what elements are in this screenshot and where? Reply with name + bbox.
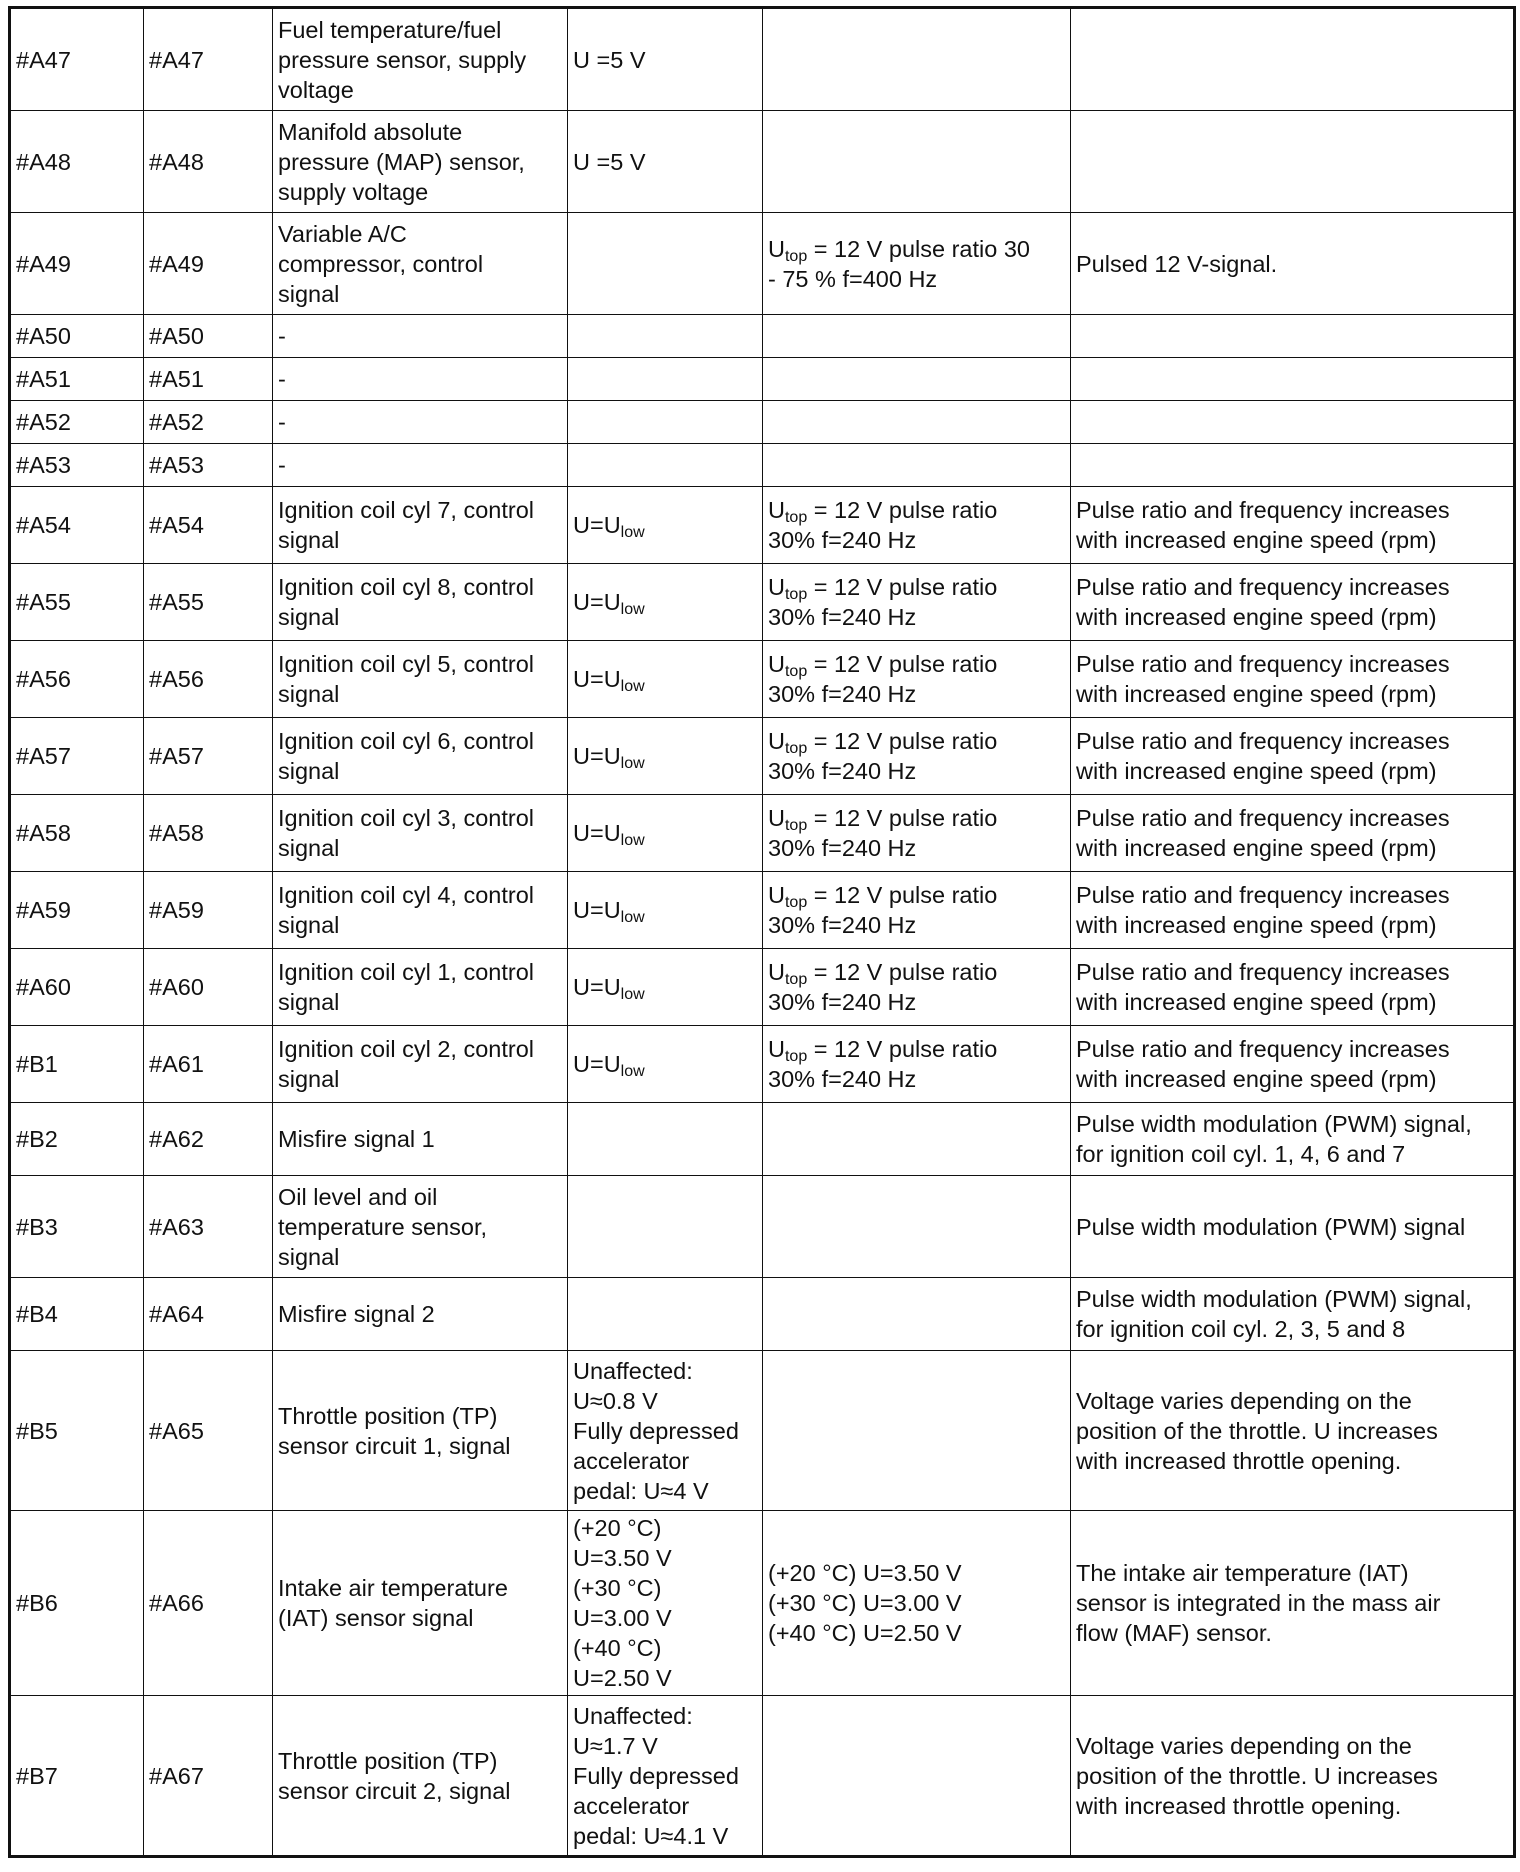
note-cell (1071, 795, 1515, 872)
subscript-text: low (620, 832, 645, 849)
pin-b-text: #A57 (149, 743, 204, 769)
pin-b-cell (144, 1278, 273, 1351)
value-cell (568, 315, 763, 358)
pin-b-text: #A67 (149, 1762, 204, 1789)
signal-text: U (768, 1036, 785, 1062)
description-cell (273, 718, 568, 795)
table-row (10, 1351, 1515, 1511)
value-text: Unaffected: U≈1.7 V Fully depressed accelerator pedal: U≈4.1 V (573, 1702, 739, 1849)
value-text: U=U (573, 1051, 621, 1077)
table-row (10, 315, 1515, 358)
value-cell (568, 564, 763, 641)
pin-b-cell (144, 111, 273, 213)
note-text: Pulse ratio and frequency increases with increased engine speed (rpm) (1076, 1036, 1450, 1092)
value-cell (568, 1351, 763, 1511)
note-text: Pulse ratio and frequency increases with increased engine speed (rpm) (1076, 805, 1450, 861)
table-row (10, 564, 1515, 641)
note-cell (1071, 1511, 1515, 1696)
signal-cell (763, 487, 1071, 564)
description-cell (273, 1026, 568, 1103)
note-cell (1071, 1103, 1515, 1176)
table-row (10, 1511, 1515, 1696)
description-text: Ignition coil cyl 6, control signal (278, 728, 535, 784)
signal-text-rest: = 12 V pulse ratio 30% f=240 Hz (768, 882, 998, 938)
subscript-text: top (784, 971, 808, 988)
signal-text-rest: = 12 V pulse ratio 30% f=240 Hz (768, 651, 998, 707)
value-cell (568, 718, 763, 795)
table-row (10, 487, 1515, 564)
subscript-text: top (784, 740, 808, 757)
description-cell (273, 315, 568, 358)
signal-text: (+20 °C) U=3.50 V (+30 °C) U=3.00 V (+40 °C) U=2.50 V (768, 1560, 962, 1646)
note-cell (1071, 8, 1515, 111)
value-cell (568, 872, 763, 949)
subscript-text: low (620, 678, 645, 695)
value-cell (568, 949, 763, 1026)
pin-b-text: #A61 (149, 1051, 204, 1077)
subscript-text: low (620, 1063, 645, 1080)
description-cell (273, 8, 568, 111)
note-text: Pulse ratio and frequency increases with increased engine speed (rpm) (1076, 959, 1450, 1015)
note-cell (1071, 1176, 1515, 1278)
description-cell (273, 358, 568, 401)
signal-cell (763, 718, 1071, 795)
pin-a-cell (10, 564, 144, 641)
pin-a-cell (10, 401, 144, 444)
description-cell (273, 401, 568, 444)
signal-cell (763, 213, 1071, 315)
pin-b-text: #A51 (149, 366, 204, 392)
value-text: U =5 V (573, 46, 646, 73)
value-text: U=U (573, 974, 621, 1000)
value-text: Unaffected: U≈0.8 V Fully depressed accelerator pedal: U≈4 V (573, 1357, 739, 1504)
pin-b-text: #A53 (149, 452, 204, 478)
signal-text: U (768, 574, 785, 600)
note-cell (1071, 111, 1515, 213)
pin-a-cell (10, 1103, 144, 1176)
value-text: U=U (573, 666, 621, 692)
signal-cell (763, 1103, 1071, 1176)
pin-b-cell (144, 949, 273, 1026)
signal-cell (763, 1026, 1071, 1103)
pin-a-text: #B7 (16, 1762, 58, 1789)
value-text: U=U (573, 512, 621, 538)
description-text: Manifold absolute pressure (MAP) sensor, supply voltage (278, 118, 525, 205)
description-text: Oil level and oil temperature sensor, signal (278, 1183, 487, 1270)
signal-text-rest: = 12 V pulse ratio 30% f=240 Hz (768, 959, 998, 1015)
pin-b-text: #A54 (149, 512, 204, 538)
pin-b-cell (144, 718, 273, 795)
note-cell (1071, 358, 1515, 401)
description-cell (273, 1511, 568, 1696)
description-text: - (278, 409, 286, 435)
pin-a-cell (10, 1176, 144, 1278)
pin-a-text: #B1 (16, 1051, 58, 1077)
value-cell (568, 487, 763, 564)
pin-a-text: #A60 (16, 974, 71, 1000)
pin-b-text: #A66 (149, 1590, 204, 1616)
signal-cell (763, 1511, 1071, 1696)
description-cell (273, 487, 568, 564)
signal-cell (763, 358, 1071, 401)
signal-cell (763, 1278, 1071, 1351)
pin-a-cell (10, 111, 144, 213)
pin-b-cell (144, 1026, 273, 1103)
signal-text-rest: = 12 V pulse ratio 30% f=240 Hz (768, 1036, 998, 1092)
signal-text-rest: = 12 V pulse ratio 30 - 75 % f=400 Hz (768, 235, 1030, 292)
subscript-text: low (620, 909, 645, 926)
pin-a-text: #A53 (16, 452, 71, 478)
value-cell (568, 358, 763, 401)
subscript-text: top (784, 663, 808, 680)
pin-a-cell (10, 872, 144, 949)
pin-b-text: #A63 (149, 1213, 204, 1240)
description-cell (273, 949, 568, 1026)
signal-cell (763, 1176, 1071, 1278)
subscript-text: low (620, 755, 645, 772)
pin-b-text: #A50 (149, 323, 204, 349)
pin-a-cell (10, 444, 144, 487)
value-text: (+20 °C) U=3.50 V (+30 °C) U=3.00 V (+40 °C) U=2.50 V (573, 1515, 672, 1691)
pin-a-cell (10, 641, 144, 718)
value-cell (568, 401, 763, 444)
description-text: Misfire signal 1 (278, 1126, 435, 1152)
pin-a-text: #A48 (16, 148, 71, 175)
description-cell (273, 1176, 568, 1278)
pin-a-cell (10, 949, 144, 1026)
signal-text: U (768, 728, 785, 754)
subscript-text: top (784, 509, 808, 526)
description-text: - (278, 323, 286, 349)
signal-text-rest: = 12 V pulse ratio 30% f=240 Hz (768, 497, 998, 553)
pin-b-text: #A49 (149, 250, 204, 277)
description-cell (273, 213, 568, 315)
value-cell (568, 8, 763, 111)
pin-a-text: #A52 (16, 409, 71, 435)
table-row (10, 213, 1515, 315)
pin-b-cell (144, 315, 273, 358)
pin-a-cell (10, 1278, 144, 1351)
pin-b-cell (144, 444, 273, 487)
note-cell (1071, 1696, 1515, 1857)
description-text: Ignition coil cyl 2, control signal (278, 1036, 535, 1092)
note-cell (1071, 872, 1515, 949)
signal-cell (763, 444, 1071, 487)
subscript-text: top (784, 894, 808, 911)
pin-b-cell (144, 8, 273, 111)
description-cell (273, 564, 568, 641)
pin-a-cell (10, 358, 144, 401)
description-text: Ignition coil cyl 7, control signal (278, 497, 535, 553)
value-cell (568, 641, 763, 718)
note-cell (1071, 315, 1515, 358)
value-cell (568, 111, 763, 213)
pin-a-text: #A54 (16, 512, 71, 538)
description-text: Fuel temperature/fuel pressure sensor, supply voltage (278, 16, 527, 103)
description-text: Ignition coil cyl 5, control signal (278, 651, 535, 707)
subscript-text: top (784, 586, 808, 603)
value-cell (568, 1026, 763, 1103)
table-row (10, 111, 1515, 213)
signal-cell (763, 564, 1071, 641)
value-cell (568, 1176, 763, 1278)
signal-text: U (768, 235, 785, 262)
note-cell (1071, 949, 1515, 1026)
pin-b-cell (144, 641, 273, 718)
signal-text: U (768, 805, 785, 831)
note-text: Pulse ratio and frequency increases with increased engine speed (rpm) (1076, 497, 1450, 553)
pin-b-text: #A56 (149, 666, 204, 692)
pin-b-text: #A55 (149, 589, 204, 615)
value-text: U =5 V (573, 148, 646, 175)
pin-b-cell (144, 358, 273, 401)
pin-b-text: #A65 (149, 1417, 204, 1444)
table-row (10, 718, 1515, 795)
pin-b-text: #A64 (149, 1301, 204, 1327)
subscript-text: top (784, 817, 808, 834)
pin-b-cell (144, 1103, 273, 1176)
table-row (10, 444, 1515, 487)
note-text: Pulse ratio and frequency increases with increased engine speed (rpm) (1076, 651, 1450, 707)
pin-b-cell (144, 1511, 273, 1696)
note-cell (1071, 1351, 1515, 1511)
signal-text-rest: = 12 V pulse ratio 30% f=240 Hz (768, 574, 998, 630)
pin-b-cell (144, 1351, 273, 1511)
note-text: Pulsed 12 V-signal. (1076, 250, 1278, 277)
pin-table-body (10, 8, 1515, 1857)
pin-a-text: #A59 (16, 897, 71, 923)
pin-a-cell (10, 8, 144, 111)
pin-b-cell (144, 795, 273, 872)
pin-b-cell (144, 213, 273, 315)
pin-a-text: #B2 (16, 1126, 58, 1152)
pin-b-text: #A48 (149, 148, 204, 175)
pin-a-text: #A55 (16, 589, 71, 615)
signal-text: U (768, 882, 785, 908)
subscript-text: top (784, 1048, 808, 1065)
description-cell (273, 1278, 568, 1351)
description-text: Misfire signal 2 (278, 1301, 435, 1327)
description-cell (273, 444, 568, 487)
pin-a-text: #A51 (16, 366, 71, 392)
pin-b-cell (144, 401, 273, 444)
note-text: The intake air temperature (IAT) sensor is integrated in the mass air flow (MAF) sensor. (1076, 1560, 1441, 1646)
pin-b-cell (144, 872, 273, 949)
signal-cell (763, 315, 1071, 358)
table-row (10, 1103, 1515, 1176)
value-text: U=U (573, 743, 621, 769)
signal-cell (763, 872, 1071, 949)
pin-b-text: #A60 (149, 974, 204, 1000)
signal-text: U (768, 651, 785, 677)
pin-b-cell (144, 1696, 273, 1857)
pin-a-cell (10, 213, 144, 315)
note-text: Pulse width modulation (PWM) signal (1076, 1213, 1466, 1240)
signal-text-rest: = 12 V pulse ratio 30% f=240 Hz (768, 805, 998, 861)
pin-table (8, 6, 1516, 1858)
table-row (10, 1278, 1515, 1351)
description-text: Throttle position (TP) sensor circuit 2, signal (278, 1747, 511, 1804)
subscript-text: low (620, 601, 645, 618)
signal-cell (763, 8, 1071, 111)
description-cell (273, 1103, 568, 1176)
note-text: Voltage varies depending on the position of the throttle. U increases with increased throttle opening. (1076, 1387, 1438, 1474)
pin-a-cell (10, 1696, 144, 1857)
pin-b-cell (144, 487, 273, 564)
value-cell (568, 213, 763, 315)
description-text: Ignition coil cyl 8, control signal (278, 574, 535, 630)
pin-b-cell (144, 1176, 273, 1278)
value-text: U=U (573, 589, 621, 615)
table-row (10, 641, 1515, 718)
description-cell (273, 111, 568, 213)
subscript-text: low (620, 524, 645, 541)
description-cell (273, 1351, 568, 1511)
value-cell (568, 1511, 763, 1696)
value-text: U=U (573, 820, 621, 846)
signal-cell (763, 401, 1071, 444)
pin-a-text: #A56 (16, 666, 71, 692)
value-cell (568, 444, 763, 487)
subscript-text: low (620, 986, 645, 1003)
value-cell (568, 1696, 763, 1857)
table-row (10, 8, 1515, 111)
value-cell (568, 795, 763, 872)
signal-text: U (768, 959, 785, 985)
table-row (10, 401, 1515, 444)
pin-b-text: #A47 (149, 46, 204, 73)
table-row (10, 872, 1515, 949)
description-text: Variable A/C compressor, control signal (278, 220, 484, 307)
description-text: Throttle position (TP) sensor circuit 1, signal (278, 1402, 511, 1459)
note-cell (1071, 1026, 1515, 1103)
note-cell (1071, 487, 1515, 564)
table-row (10, 1026, 1515, 1103)
pin-a-text: #A50 (16, 323, 71, 349)
description-cell (273, 872, 568, 949)
description-text: Ignition coil cyl 4, control signal (278, 882, 535, 938)
description-text: Ignition coil cyl 1, control signal (278, 959, 535, 1015)
pin-b-text: #A52 (149, 409, 204, 435)
pin-a-text: #A49 (16, 250, 71, 277)
description-cell (273, 1696, 568, 1857)
pin-b-text: #A62 (149, 1126, 204, 1152)
signal-cell (763, 795, 1071, 872)
value-text: U=U (573, 897, 621, 923)
pin-a-cell (10, 1026, 144, 1103)
pin-a-cell (10, 1351, 144, 1511)
signal-text: U (768, 497, 785, 523)
note-cell (1071, 444, 1515, 487)
description-text: - (278, 452, 286, 478)
signal-text-rest: = 12 V pulse ratio 30% f=240 Hz (768, 728, 998, 784)
pin-a-text: #B4 (16, 1301, 58, 1327)
description-text: Intake air temperature (IAT) sensor signal (278, 1575, 508, 1631)
note-cell (1071, 213, 1515, 315)
document-page (8, 6, 1516, 1858)
table-row (10, 949, 1515, 1026)
table-row (10, 1176, 1515, 1278)
value-cell (568, 1278, 763, 1351)
note-cell (1071, 564, 1515, 641)
description-text: Ignition coil cyl 3, control signal (278, 805, 535, 861)
value-cell (568, 1103, 763, 1176)
signal-cell (763, 1351, 1071, 1511)
pin-a-text: #B5 (16, 1417, 58, 1444)
signal-cell (763, 949, 1071, 1026)
note-cell (1071, 401, 1515, 444)
note-text: Pulse width modulation (PWM) signal, for ignition coil cyl. 2, 3, 5 and 8 (1076, 1286, 1472, 1342)
pin-b-text: #A58 (149, 820, 204, 846)
description-cell (273, 641, 568, 718)
note-cell (1071, 641, 1515, 718)
pin-a-cell (10, 487, 144, 564)
pin-a-text: #A58 (16, 820, 71, 846)
note-text: Pulse ratio and frequency increases with increased engine speed (rpm) (1076, 882, 1450, 938)
note-text: Pulse width modulation (PWM) signal, for ignition coil cyl. 1, 4, 6 and 7 (1076, 1111, 1472, 1167)
pin-a-cell (10, 718, 144, 795)
note-cell (1071, 1278, 1515, 1351)
description-text: - (278, 366, 286, 392)
signal-cell (763, 641, 1071, 718)
pin-a-cell (10, 1511, 144, 1696)
pin-b-text: #A59 (149, 897, 204, 923)
note-cell (1071, 718, 1515, 795)
signal-cell (763, 1696, 1071, 1857)
pin-a-cell (10, 315, 144, 358)
pin-a-text: #A47 (16, 46, 71, 73)
description-cell (273, 795, 568, 872)
note-text: Pulse ratio and frequency increases with increased engine speed (rpm) (1076, 574, 1450, 630)
note-text: Pulse ratio and frequency increases with increased engine speed (rpm) (1076, 728, 1450, 784)
table-row (10, 358, 1515, 401)
pin-b-cell (144, 564, 273, 641)
table-row (10, 1696, 1515, 1857)
subscript-text: top (784, 247, 808, 265)
note-text: Voltage varies depending on the position of the throttle. U increases with increased throttle opening. (1076, 1732, 1438, 1819)
pin-a-text: #A57 (16, 743, 71, 769)
pin-a-text: #B3 (16, 1213, 58, 1240)
signal-cell (763, 111, 1071, 213)
pin-a-cell (10, 795, 144, 872)
pin-a-text: #B6 (16, 1590, 58, 1616)
table-row (10, 795, 1515, 872)
